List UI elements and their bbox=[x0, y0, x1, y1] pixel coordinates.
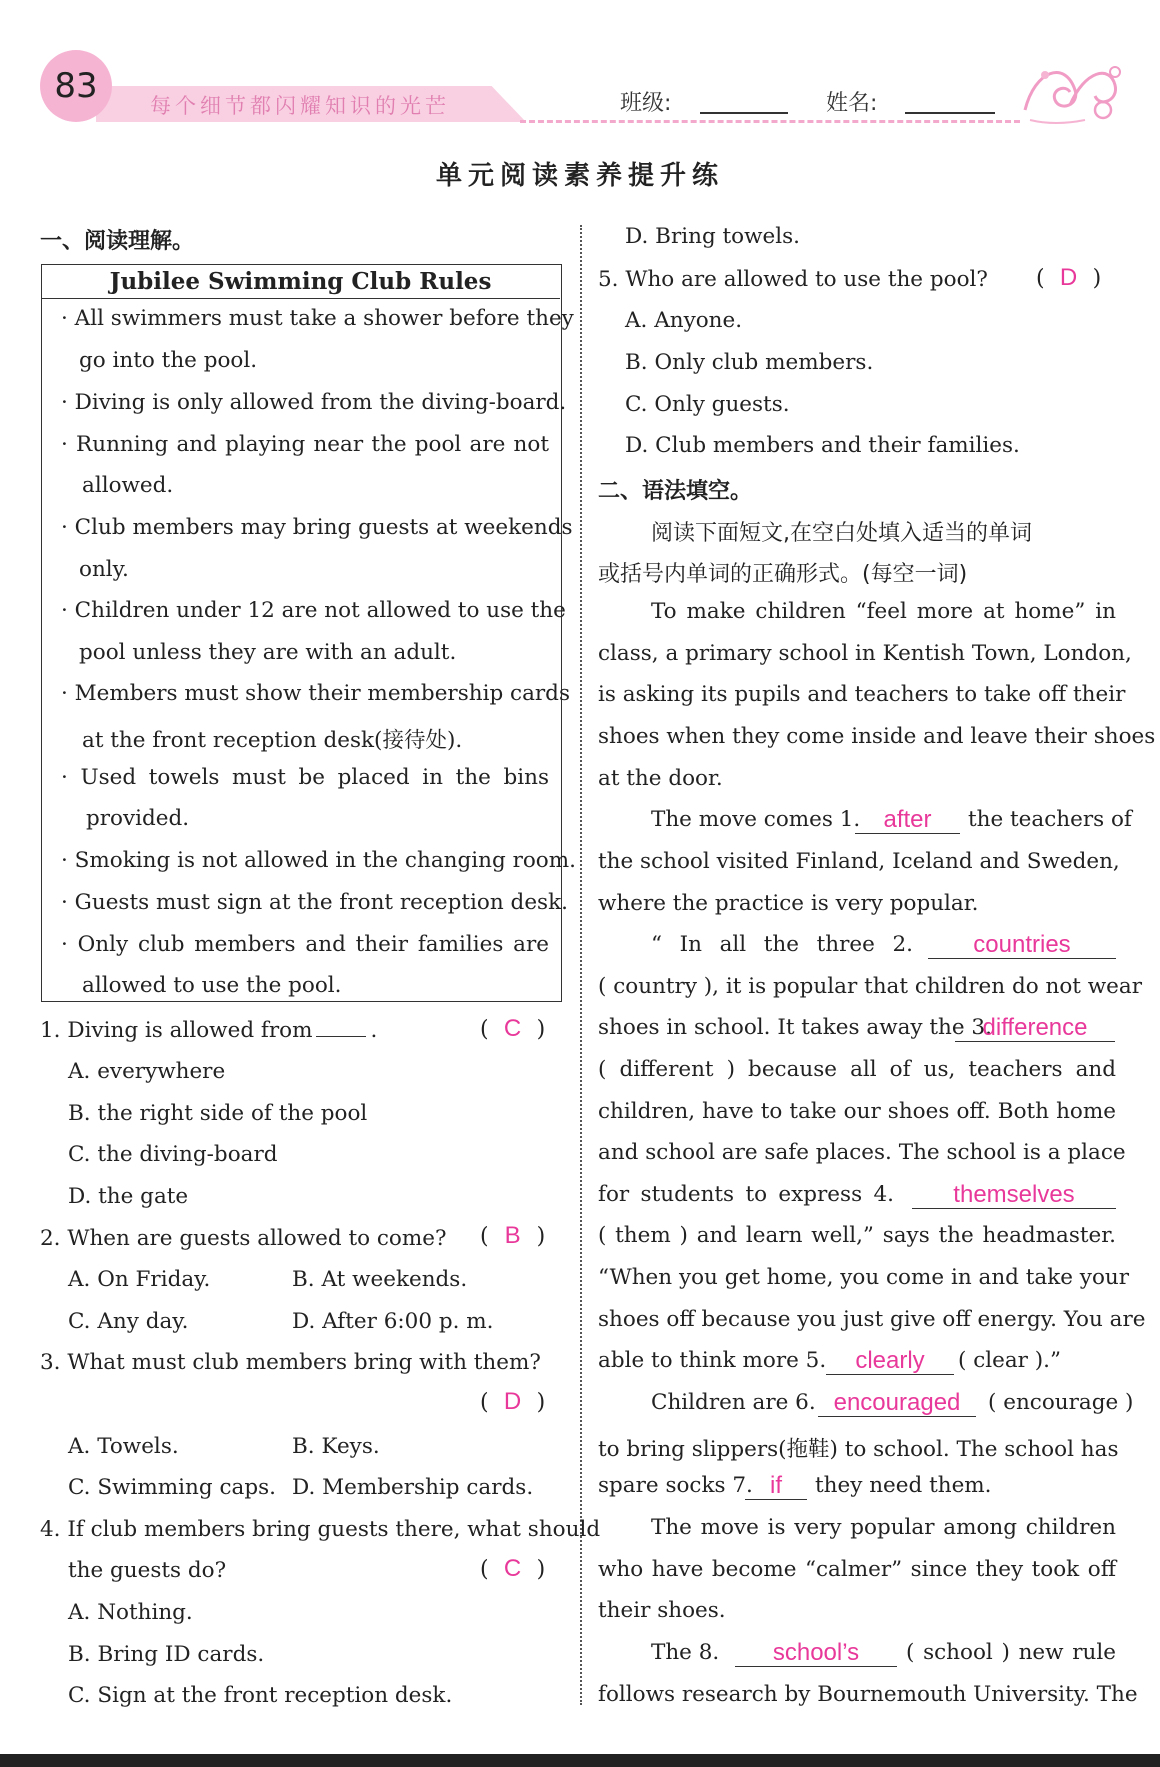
q1-option-c: C. the diving-board bbox=[68, 1142, 278, 1167]
passage-line: for students to express 4. bbox=[598, 1182, 894, 1207]
passage-line: ( school ) new rule bbox=[906, 1640, 1116, 1665]
rule-line: allowed to use the pool. bbox=[82, 973, 342, 998]
section2-heading: 二、语法填空。 bbox=[598, 479, 753, 504]
rule-line: allowed. bbox=[82, 473, 174, 498]
blank-4[interactable]: themselves bbox=[912, 1182, 1116, 1209]
q4-option-b: B. Bring ID cards. bbox=[68, 1642, 265, 1667]
column-divider bbox=[580, 225, 582, 1705]
q1-option-d: D. the gate bbox=[68, 1184, 189, 1209]
q5-option-a: A. Anyone. bbox=[625, 308, 743, 333]
class-field[interactable] bbox=[700, 112, 788, 114]
rule-line: · Club members may bring guests at weekends bbox=[61, 515, 573, 540]
passage-line: To make children “feel more at home” in bbox=[651, 599, 1116, 624]
q1-option-b: B. the right side of the pool bbox=[68, 1101, 368, 1126]
q3-option-c: C. Swimming caps. bbox=[68, 1475, 276, 1500]
passage-line: ( clear ).” bbox=[958, 1348, 1062, 1373]
q1-stem: 1. Diving is allowed from . bbox=[40, 1018, 378, 1043]
passage-line: and school are safe places. The school is a place bbox=[598, 1140, 1126, 1165]
rule-line: · Only club members and their families are bbox=[61, 932, 549, 957]
header-slogan: 每个细节都闪耀知识的光芒 bbox=[150, 94, 450, 118]
passage-line: ( them ) and learn well,” says the headmaster. bbox=[598, 1223, 1116, 1248]
passage-line: “When you get home, you come in and take your bbox=[598, 1265, 1130, 1290]
blank-7[interactable]: if bbox=[745, 1473, 807, 1500]
rule-line: · All swimmers must take a shower before they bbox=[61, 306, 574, 331]
q4-option-a: A. Nothing. bbox=[68, 1600, 193, 1625]
passage-line: shoes in school. It takes away the 3. bbox=[598, 1015, 992, 1040]
q4-option-c: C. Sign at the front reception desk. bbox=[68, 1683, 453, 1708]
name-label: 姓名: bbox=[826, 91, 878, 116]
q2-option-d: D. After 6:00 p. m. bbox=[292, 1309, 494, 1334]
q3-answer-bracket: ( D ) bbox=[480, 1388, 546, 1415]
passage-line: ( encourage ) bbox=[988, 1390, 1134, 1415]
q5-option-b: B. Only club members. bbox=[625, 350, 874, 375]
q1-answer: C bbox=[503, 1015, 522, 1042]
blank-6[interactable]: encouraged bbox=[818, 1390, 976, 1417]
q2-option-a: A. On Friday. bbox=[68, 1267, 211, 1292]
passage-line: to bring slippers(拖鞋) to school. The school has bbox=[598, 1437, 1119, 1462]
passage-line: shoes off because you just give off energy. You are bbox=[598, 1307, 1146, 1332]
q4-answer: C bbox=[503, 1555, 522, 1582]
q5-option-c: C. Only guests. bbox=[625, 392, 790, 417]
blank-5[interactable]: clearly bbox=[826, 1348, 954, 1375]
rule-line: pool unless they are with an adult. bbox=[79, 640, 457, 665]
passage-line: The 8. bbox=[651, 1640, 720, 1665]
rule-line: provided. bbox=[86, 806, 190, 831]
header-dashed-line bbox=[520, 120, 1020, 123]
rule-line: · Children under 12 are not allowed to use the bbox=[61, 598, 566, 623]
q5-answer-bracket: ( D ) bbox=[1036, 264, 1102, 291]
rule-line: · Diving is only allowed from the diving-board. bbox=[61, 390, 567, 415]
rules-box-divider bbox=[41, 298, 560, 299]
q5-stem: 5. Who are allowed to use the pool? bbox=[598, 267, 988, 292]
passage-line: is asking its pupils and teachers to take off their bbox=[598, 682, 1126, 707]
q4-stem: 4. If club members bring guests there, what should bbox=[40, 1517, 601, 1542]
passage-line: The move is very popular among children bbox=[651, 1515, 1116, 1540]
passage-line: spare socks 7. bbox=[598, 1473, 753, 1498]
passage-line: follows research by Bournemouth University. The bbox=[598, 1682, 1138, 1707]
q1-option-a: A. everywhere bbox=[68, 1059, 226, 1084]
rule-line: go into the pool. bbox=[79, 348, 258, 373]
instructions-line: 或括号内单词的正确形式。(每空一词) bbox=[598, 562, 968, 587]
rule-line: · Smoking is not allowed in the changing room. bbox=[61, 848, 576, 873]
passage-line: able to think more 5. bbox=[598, 1348, 827, 1373]
passage-line: where the practice is very popular. bbox=[598, 891, 979, 916]
q3-option-b: B. Keys. bbox=[292, 1434, 380, 1459]
q5-option-d: D. Club members and their families. bbox=[625, 433, 1020, 458]
q2-stem: 2. When are guests allowed to come? bbox=[40, 1226, 447, 1251]
bottom-bar bbox=[0, 1754, 1160, 1767]
q5-answer: D bbox=[1059, 264, 1078, 291]
rules-box-title: Jubilee Swimming Club Rules bbox=[109, 268, 492, 295]
rule-line: · Used towels must be placed in the bins bbox=[61, 765, 549, 790]
passage-line: shoes when they come inside and leave their shoes bbox=[598, 724, 1156, 749]
q2-answer-bracket: ( B ) bbox=[480, 1222, 546, 1249]
q3-stem: 3. What must club members bring with them? bbox=[40, 1350, 541, 1375]
q1-answer-bracket: ( C ) bbox=[480, 1015, 546, 1042]
q4-answer-bracket: ( C ) bbox=[480, 1555, 546, 1582]
q3-option-a: A. Towels. bbox=[68, 1434, 179, 1459]
blank-3[interactable]: difference bbox=[955, 1015, 1115, 1042]
section1-heading: 一、阅读理解。 bbox=[40, 229, 195, 254]
passage-line: ( different ) because all of us, teachers and bbox=[598, 1057, 1116, 1082]
blank-2[interactable]: countries bbox=[928, 932, 1116, 959]
rule-line: · Members must show their membership cards bbox=[61, 681, 570, 706]
name-field[interactable] bbox=[905, 112, 995, 114]
passage-line: The move comes 1. bbox=[651, 807, 861, 832]
page-number: 83 bbox=[40, 50, 112, 122]
passage-line: their shoes. bbox=[598, 1598, 726, 1623]
q4-option-d: D. Bring towels. bbox=[625, 224, 800, 249]
instructions-line: 阅读下面短文,在空白处填入适当的单词 bbox=[651, 521, 1032, 546]
blank-1[interactable]: after bbox=[855, 807, 960, 834]
passage-line: the teachers of bbox=[968, 807, 1132, 832]
q2-option-b: B. At weekends. bbox=[292, 1267, 468, 1292]
passage-line: the school visited Finland, Iceland and Sweden, bbox=[598, 849, 1120, 874]
page-title: 单元阅读素养提升练 bbox=[435, 161, 724, 191]
blank-8[interactable]: school’s bbox=[735, 1640, 897, 1667]
flower-ornament-icon bbox=[1015, 50, 1125, 128]
passage-line: children, have to take our shoes off. Both home bbox=[598, 1099, 1116, 1124]
q3-option-d: D. Membership cards. bbox=[292, 1475, 534, 1500]
rule-line: · Guests must sign at the front reception desk. bbox=[61, 890, 568, 915]
passage-line: class, a primary school in Kentish Town, London, bbox=[598, 641, 1132, 666]
q2-answer: B bbox=[504, 1222, 521, 1249]
passage-line: ( country ), it is popular that children do not wear bbox=[598, 974, 1142, 999]
q2-option-c: C. Any day. bbox=[68, 1309, 189, 1334]
q4-stem-cont: the guests do? bbox=[68, 1558, 227, 1583]
q3-answer: D bbox=[503, 1388, 522, 1415]
class-label: 班级: bbox=[620, 91, 672, 116]
passage-line: “ In all the three 2. bbox=[651, 932, 913, 957]
passage-line: Children are 6. bbox=[651, 1390, 816, 1415]
passage-line: who have become “calmer” since they took off bbox=[598, 1557, 1116, 1582]
passage-line: they need them. bbox=[815, 1473, 992, 1498]
passage-line: at the door. bbox=[598, 766, 723, 791]
rule-line: at the front reception desk(接待处). bbox=[82, 728, 463, 753]
rule-line: only. bbox=[79, 557, 129, 582]
rule-line: · Running and playing near the pool are not bbox=[61, 432, 549, 457]
